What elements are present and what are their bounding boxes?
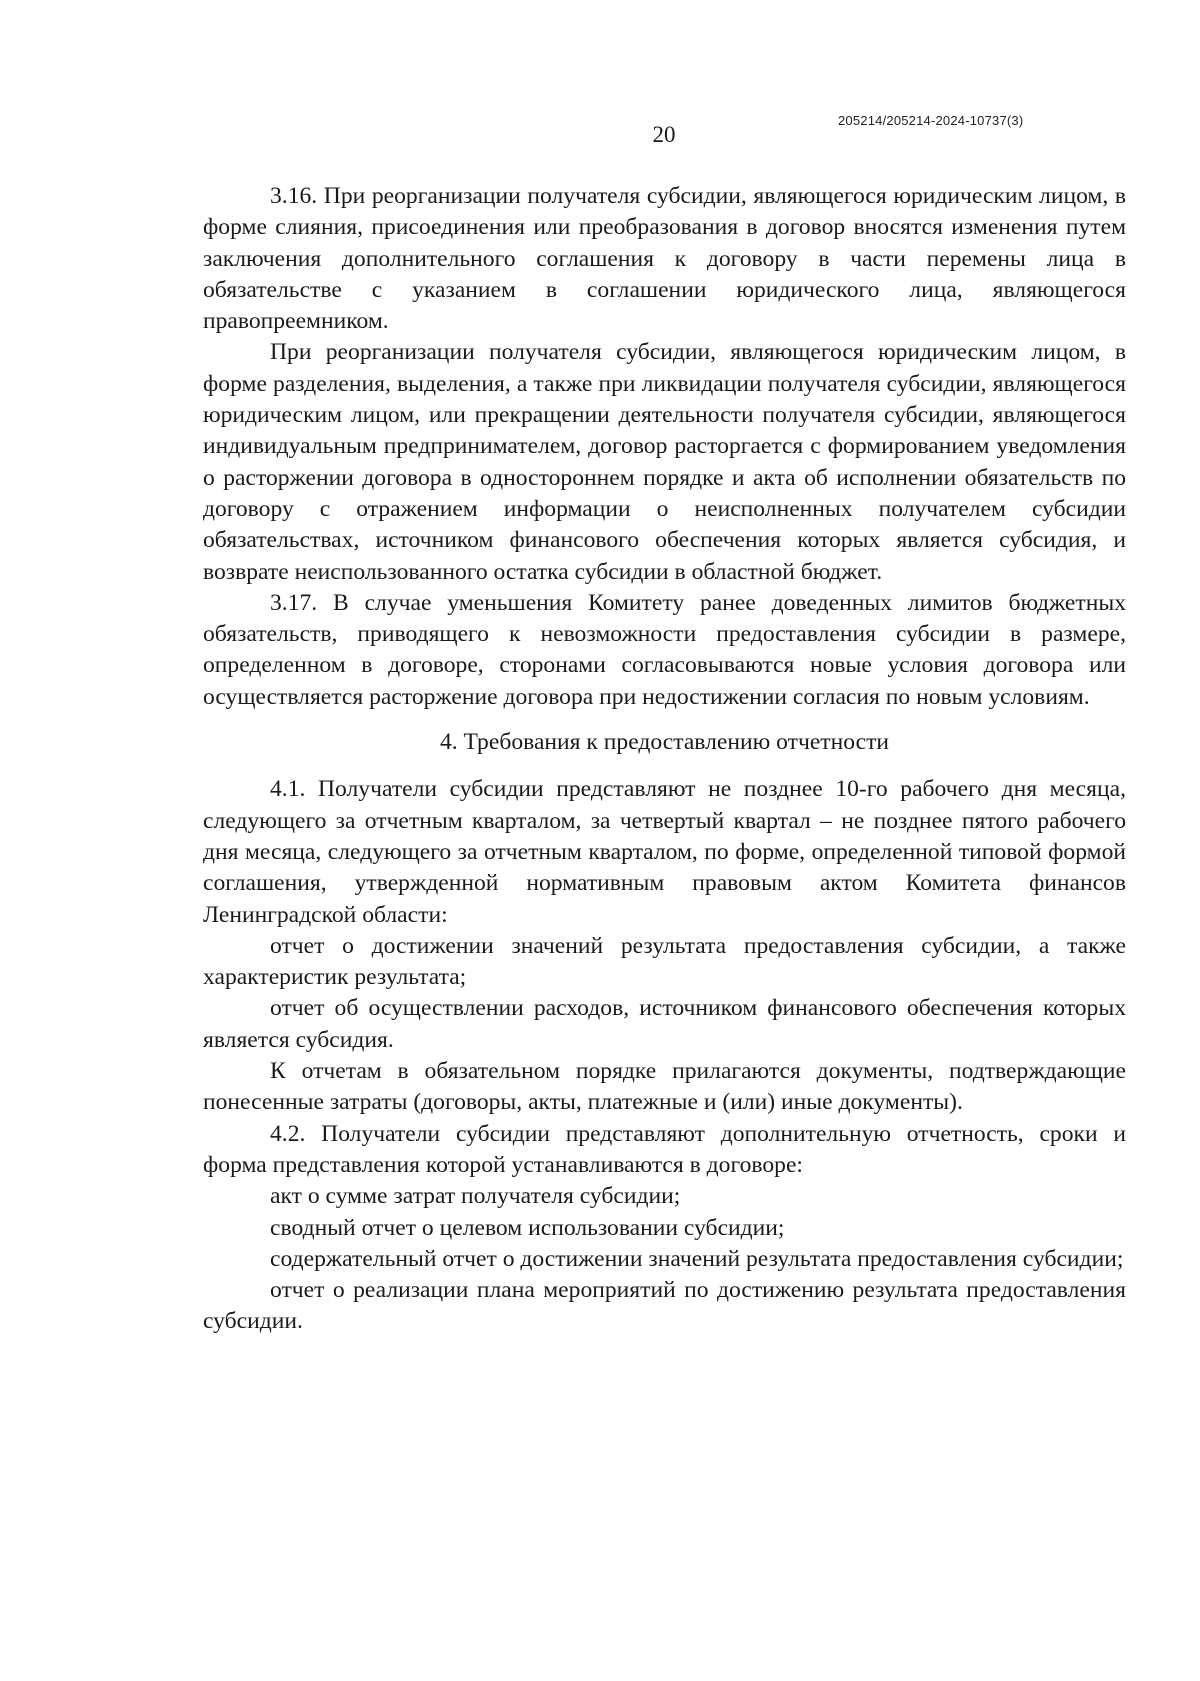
paragraph-4-1-attachments: К отчетам в обязательном порядке прилагаются документы, подтверждающие понесенные затраты (договоры, акты, платежные и (или) иные документы). [203,1058,1126,1116]
page-number: 20 [652,122,676,147]
report-item-expenses: отчет об осуществлении расходов, источником финансового обеспечения которых является субсидия. [203,995,1126,1053]
additional-report-substantive: содержательный отчет о достижении значений результата предоставления субсидии; [270,1245,1124,1272]
report-item-results: отчет о достижении значений результата предоставления субсидии, а также характеристик результата; [203,932,1126,991]
paragraph-3-17: 3.17. В случае уменьшения Комитету ранее доведенных лимитов бюджетных обязательств, приводящего к невозможности предоставления субсидии в размере, определенном в договоре, сторонами согласовываются новые условия договора или осуществляется расторжение договора при недостижении согласия по новым условиям. [203,589,1126,710]
additional-report-summary: сводный отчет о целевом использовании субсидии; [270,1214,785,1241]
section-4-heading: 4. Требования к предоставлению отчетности [439,729,890,756]
additional-report-cost-act: акт о сумме затрат получателя субсидии; [270,1183,681,1210]
paragraph-4-1: 4.1. Получатели субсидии представляют не позднее 10-го рабочего дня месяца, следующего за отчетным кварталом, за четвертый квартал – не позднее пятого рабочего дня месяца, следующего за отчетным кварталом, по форме, определенной типовой формой соглашения, утвержденной нормативным правовым актом Комитета финансов Ленинградской области: [203,776,1126,928]
additional-report-action-plan: отчет о реализации плана мероприятий по достижению результата предоставления субсидии. [203,1277,1126,1335]
document-body [203,181,1126,1338]
paragraph-4-2: 4.2. Получатели субсидии представляют дополнительную отчетность, сроки и форма представления которой устанавливаются в договоре: [203,1120,1126,1178]
paragraph-3-16: 3.16. При реорганизации получателя субсидии, являющегося юридическим лицом, в форме слияния, присоединения или преобразования в договор вносятся изменения путем заключения дополнительного соглашения к договору в части перемены лица в обязательстве с указанием в соглашении юридического лица, являющегося правопреемником. [203,183,1126,335]
paragraph-3-16-reorganization: При реорганизации получателя субсидии, являющегося юридическим лицом, в форме разделения, выделения, а также при ликвидации получателя субсидии, являющегося юридическим лицом, или прекращении деятельности получателя субсидии, являющегося индивидуальным предпринимателем, договор расторгается с формированием уведомления о расторжении договора в одностороннем порядке и акта об исполнении обязательств по договору с отражением информации о неисполненных получателем субсидии обязательствах, источником финансового обеспечения которых является субсидия, и возврате неиспользованного остатка субсидии в областной бюджет. [203,339,1126,585]
document-id: 205214/205214-2024-10737(3) [838,113,1024,128]
